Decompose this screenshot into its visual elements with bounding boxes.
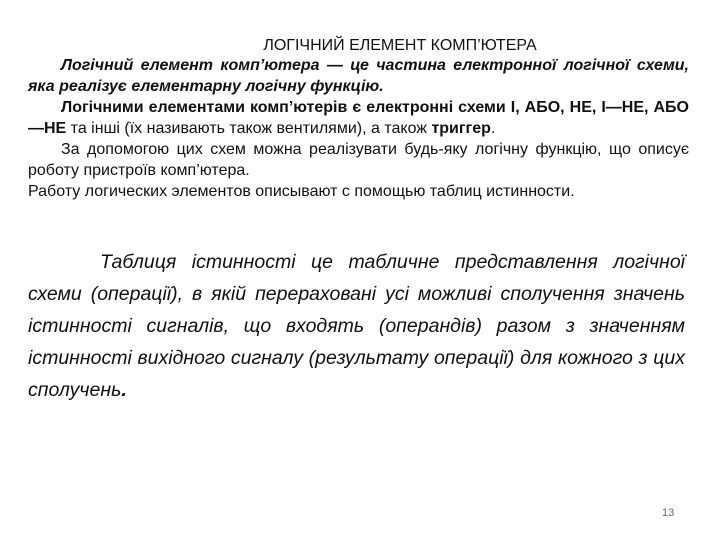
trigger-term: триггер	[431, 120, 491, 137]
elements-list-text: Логічними елементами комп’ютерів є електронні схеми І, АБО, НЕ, І—НЕ, АБО—НЕ	[28, 99, 689, 137]
truth-table-definition-text: Таблиця істинності це табличне представлення логічної схеми (операції), в якій перераховані усі можливі сполучення значень істинності сигналів, що входять (операндів) разом з значенням істинності вихідного сигналу (результату операції) для кожного з цих сполучень	[28, 251, 685, 401]
truth-table-definition-period: .	[121, 379, 127, 401]
page-number: 13	[662, 507, 675, 519]
russian-paragraph: Работу логических элементов описывают с помощью таблиц истинности.	[28, 183, 575, 200]
truth-table-definition	[28, 246, 685, 406]
definition-paragraph: Логічний елемент комп’ютера — це частина електронної логічної схеми, яка реалізує елементарну логічну функцію.	[28, 57, 689, 95]
elements-note-text: та інші (їх називають також вентилями), а також	[66, 120, 432, 137]
slide-title: ЛОГІЧНИЙ ЕЛЕМЕНТ КОМП’ЮТЕРА	[263, 37, 537, 54]
function-paragraph: За допомогою цих схем можна реалізувати будь-яку логічну функцію, що описує роботу пристроїв комп’ютера.	[28, 141, 689, 179]
intro-text-block	[28, 55, 689, 202]
elements-period: .	[490, 120, 496, 137]
elements-paragraph	[28, 97, 689, 139]
